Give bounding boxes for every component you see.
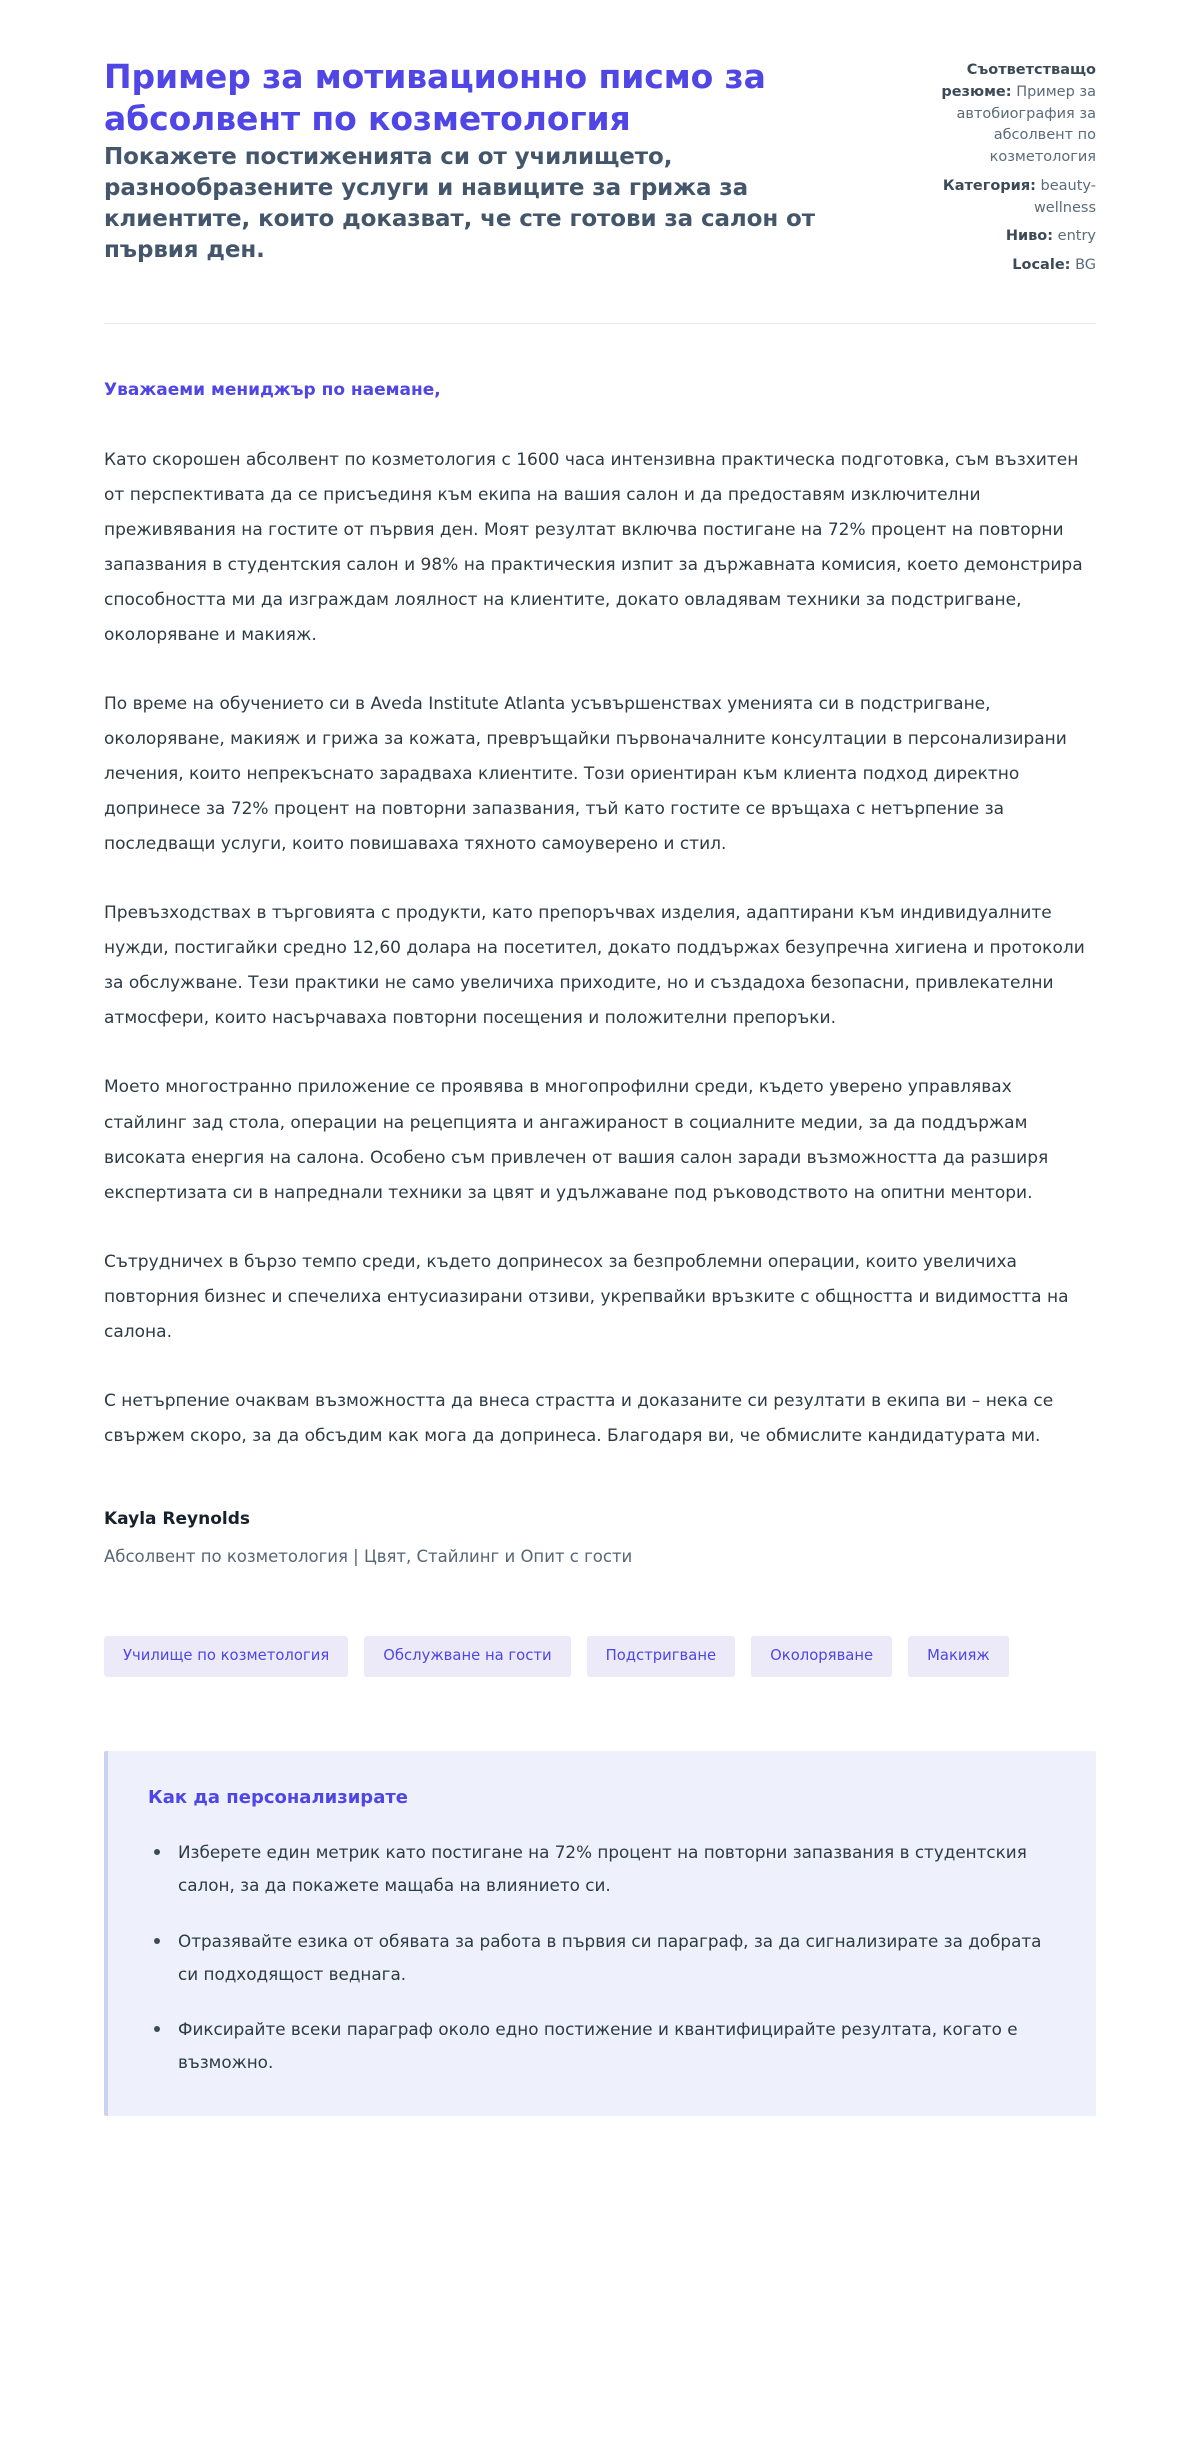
tag-chip[interactable]: Околоряване [751,1636,892,1677]
signature-name: Kayla Reynolds [104,1508,251,1529]
meta-row-level [906,226,1096,248]
callout-title: Как да персонализирате [148,1786,408,1808]
letter-paragraph: Като скорошен абсолвент по козметология с 1600 часа интензивна практическа подготовка, съм възхитен от перспективата да се присъединя към екипа на вашия салон и да предоставям изключителни преживявания на гостите от първия ден. Моят резултат включва постигане на 72% процент на повторни запазвания в студентския салон и 98% на практическия изпит за държавната комисия, което демонстрира способността ми да изграждам лоялност на клиентите, докато овладявам техники за подстригване, околоряване и макияж. [104,450,1083,646]
meta-row-locale [906,255,1096,277]
callout-tip-item: Фиксирайте всеки параграф около едно постижение и квантифицирайте резултата, когато е възможно. [148,2013,1056,2080]
signature-role: Абсолвент по козметология | Цвят, Стайлинг и Опит с гости [104,1547,633,1567]
signature-block [104,1508,1096,1571]
meta-label-matching-resume: Съответстващо резюме: [941,62,1096,100]
letter-paragraph: Превъзходствах в търговията с продукти, като препоръчвах изделия, адаптирани към индивидуалните нужди, постигайки средно 12,60 долара на посетител, докато поддържах безупречна хигиена и протоколи за обслужване. Тези практики не само увеличиха приходите, но и създадоха безопасни, привлекателни атмосфери, които насърчаваха повторни посещения и положителни препоръки. [104,903,1085,1029]
letter-paragraph: Сътрудничех в бързо темпо среди, където допринесох за безпроблемни операции, които увеличиха повторния бизнес и спечелиха ентусиазирани отзиви, укрепвайки връзките с общността и видимостта на салона. [104,1251,1069,1342]
tag-chip[interactable]: Училище по козметология [104,1636,348,1677]
tag-chip[interactable]: Подстригване [587,1636,736,1677]
document-metadata-panel [906,52,1096,277]
letter-paragraph: Моето многостранно приложение се проявява в многопрофилни среди, където уверено управлявах стайлинг зад стола, операции на рецепцията и ангажираност в социалните медии, за да поддържам високата енергия на салона. Особено съм привлечен от вашия салон заради възможността да разширя експертизата си в напреднали техники за цвят и удължаване под ръководството на опитни ментори. [104,1077,1049,1203]
letter-salutation: Уважаеми мениджър по наемане, [104,379,441,400]
meta-value-level: entry [1057,228,1096,245]
meta-value-matching-resume: Пример за автобиография за абсолвент по козметология [956,83,1096,165]
tag-list [104,1636,1096,1677]
page-header [104,52,1096,277]
meta-value-locale: BG [1075,257,1096,273]
meta-row-matching-resume [906,60,1096,169]
meta-label-locale: Locale: [1012,257,1071,273]
meta-label-category: Категория: [942,177,1036,194]
cover-letter-body [104,324,1096,1570]
meta-value-category: beauty-wellness [1033,177,1096,216]
meta-label-level: Ниво: [1005,228,1054,245]
page-subtitle: Покажете постиженията си от училището, разнообразените услуги и навиците за грижа за клиентите, които доказват, че сте готови за салон от първия ден. [104,144,815,263]
callout-tip-list [148,1836,1056,2080]
page-title: Пример за мотивационно писмо за абсолвент по козметология [104,57,766,139]
callout-tip-item: Изберете един метрик като постигане на 72% процент на повторни запазвания в студентския салон, за да покажете мащаба на влиянието си. [148,1836,1056,1903]
meta-row-category [906,176,1096,220]
tag-chip[interactable]: Обслужване на гости [364,1636,570,1677]
tag-chip[interactable]: Макияж [908,1636,1009,1677]
header-title-block [104,52,844,266]
personalization-callout [104,1751,1096,2116]
letter-paragraph: По време на обучението си в Aveda Institute Atlanta усъвършенствах уменията си в подстригване, околоряване, макияж и грижа за кожата, превръщайки първоначалните консултации в персонализирани лечения, които непрекъснато зарадваха клиентите. Този ориентиран към клиента подход директно допринесе за 72% процент на повторни запазвания, тъй като гостите се връщаха с нетърпение за последващи услуги, които повишаваха тяхното самоуверено и стил. [104,694,1067,855]
letter-paragraph: С нетърпение очаквам възможността да внеса страстта и доказаните си резултати в екипа ви – нека се свържем скоро, за да обсъдим как мога да допринеса. Благодаря ви, че обмислите кандидатурата ми. [104,1390,1054,1446]
callout-tip-item: Отразявайте езика от обявата за работа в първия си параграф, за да сигнализирате за добрата си подходящост веднага. [148,1925,1056,1992]
